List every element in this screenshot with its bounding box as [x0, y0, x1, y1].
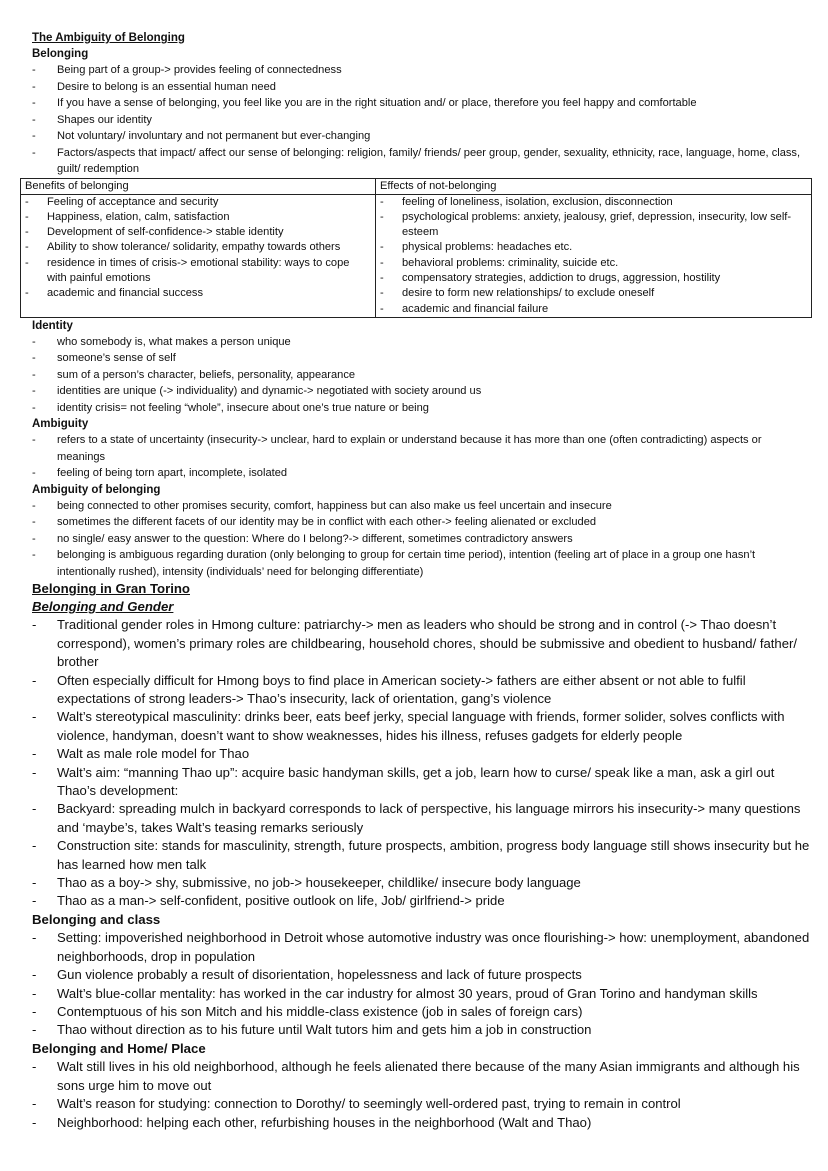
list-item: - Ability to show tolerance/ solidarity, empathy towards others: [25, 240, 371, 255]
benefits-cell: [21, 194, 376, 317]
list-item: - sometimes the different facets of our identity may be in conflict with each other-> feeling alienated or excluded: [32, 514, 810, 531]
benefits-header: Benefits of belonging: [21, 178, 376, 194]
list-item: - belonging is ambiguous regarding duration (only belonging to group for certain time period), intention (feeling art of place in a group one hasn’t intentionally rushed), intensity (individuals’ need for belonging differentiate): [32, 547, 810, 580]
ambiguity-heading: Ambiguity: [32, 418, 89, 431]
gran-torino-heading: Belonging in Gran Torino: [32, 581, 190, 597]
list-item: - Factors/aspects that impact/ affect our sense of belonging: religion, family/ friends/ peer group, gender, sexuality, ethnicity, race, language, home, class, guilt/ redemption: [32, 145, 810, 178]
document-title: The Ambiguity of Belonging: [32, 32, 185, 44]
list-item: - refers to a state of uncertainty (insecurity-> unclear, hard to explain or understand because it has more than one (often contradicting) aspects or meanings: [32, 432, 810, 465]
list-item: - Traditional gender roles in Hmong culture: patriarchy-> men as leaders who should be strong and in control (-> Thao doesn’t correspond), women’s primary roles are childbearing, household chores, should be submissive and obedient to husband/ father/ brother: [32, 616, 810, 671]
list-item: - residence in times of crisis-> emotional stability: ways to cope with painful emotions: [25, 256, 371, 287]
list-item: - academic and financial success: [25, 286, 371, 301]
list-item: - Thao as a man-> self-confident, positive outlook on life, Job/ girlfriend-> pride: [32, 892, 810, 910]
benefits-effects-table: [20, 178, 812, 318]
list-item: - no single/ easy answer to the question: Where do I belong?-> different, sometimes contradictory answers: [32, 531, 810, 548]
class-list: [32, 929, 810, 1039]
home-heading: Belonging and Home/ Place: [32, 1040, 206, 1056]
effects-header: Effects of not-belonging: [376, 178, 812, 194]
ambiguity-list: [32, 432, 810, 482]
belonging-heading: Belonging: [32, 48, 89, 60]
identity-list: [32, 334, 810, 417]
list-item: - Construction site: stands for masculinity, strength, future prospects, ambition, progress body language still shows insecurity but he has learned how men talk: [32, 837, 810, 874]
list-item: - identities are unique (-> individuality) and dynamic-> negotiated with society around us: [32, 383, 810, 400]
list-item: - Desire to belong is an essential human need: [32, 79, 810, 96]
list-item: - Gun violence probably a result of disorientation, hopelessness and lack of future prospects: [32, 966, 810, 984]
list-item: - Thao without direction as to his future until Walt tutors him and gets him a job in construction: [32, 1021, 810, 1039]
list-item: - Walt still lives in his old neighborhood, although he feels alienated there because of the many Asian immigrants and although his sons urge him to move out: [32, 1058, 810, 1095]
list-item: - compensatory strategies, addiction to drugs, aggression, hostility: [380, 271, 807, 286]
list-item: - Often especially difficult for Hmong boys to find place in American society-> fathers are either absent or not able to fulfil expectations of strong leaders-> Thao’s insecurity, lack of orientation, gang’s violence: [32, 672, 810, 709]
ambiguity-of-belonging-list: [32, 498, 810, 581]
list-item: - Thao as a boy-> shy, submissive, no job-> housekeeper, childlike/ insecure body language: [32, 874, 810, 892]
table-header-row: [21, 178, 812, 194]
home-list: [32, 1058, 810, 1132]
document-page: [25, 30, 810, 1132]
list-item: - Walt’s aim: “manning Thao up”: acquire basic handyman skills, get a job, learn how to curse/ speak like a man, ask a girl out Thao’s development:: [32, 764, 810, 801]
list-item: - academic and financial failure: [380, 302, 807, 317]
gender-heading: Belonging and Gender: [32, 599, 174, 615]
class-heading: Belonging and class: [32, 911, 161, 927]
list-item: - Backyard: spreading mulch in backyard corresponds to lack of perspective, his language mirrors his insecurity-> many questions and ‘maybe’s, takes Walt’s teasing remarks seriously: [32, 800, 810, 837]
list-item: - identity crisis= not feeling “whole”, insecure about one’s true nature or being: [32, 400, 810, 417]
list-item: - Feeling of acceptance and security: [25, 195, 371, 210]
list-item: - psychological problems: anxiety, jealousy, grief, depression, insecurity, low self-esteem: [380, 210, 807, 241]
list-item: - behavioral problems: criminality, suicide etc.: [380, 256, 807, 271]
list-item: - feeling of being torn apart, incomplete, isolated: [32, 465, 810, 482]
list-item: - Shapes our identity: [32, 112, 810, 129]
list-item: - Walt’s reason for studying: connection to Dorothy/ to seemingly well-ordered past, trying to remain in control: [32, 1095, 810, 1113]
list-item: - sum of a person’s character, beliefs, personality, appearance: [32, 367, 810, 384]
list-item: - If you have a sense of belonging, you feel like you are in the right situation and/ or place, therefore you feel happy and comfortable: [32, 95, 810, 112]
list-item: - Contemptuous of his son Mitch and his middle-class existence (job in sales of foreign cars): [32, 1003, 810, 1021]
ambiguity-of-belonging-heading: Ambiguity of belonging: [32, 483, 161, 496]
list-item: - Development of self-confidence-> stable identity: [25, 225, 371, 240]
list-item: - Neighborhood: helping each other, refurbishing houses in the neighborhood (Walt and Thao): [32, 1114, 810, 1132]
identity-heading: Identity: [32, 319, 73, 332]
list-item: - Being part of a group-> provides feeling of connectedness: [32, 62, 810, 79]
table-row: [21, 194, 812, 317]
list-item: - Happiness, elation, calm, satisfaction: [25, 210, 371, 225]
list-item: - Walt as male role model for Thao: [32, 745, 810, 763]
list-item: - feeling of loneliness, isolation, exclusion, disconnection: [380, 195, 807, 210]
list-item: - desire to form new relationships/ to exclude oneself: [380, 286, 807, 301]
list-item: - physical problems: headaches etc.: [380, 240, 807, 255]
list-item: - being connected to other promises security, comfort, happiness but can also make us feel uncertain and insecure: [32, 498, 810, 515]
list-item: - Walt’s stereotypical masculinity: drinks beer, eats beef jerky, special language with friends, former solider, solves conflicts with violence, handyman, doesn’t want to show weaknesses, hides his illness, refuses gadgets for elderly people: [32, 708, 810, 745]
belonging-list: [32, 62, 810, 178]
gender-list: [32, 616, 810, 911]
effects-cell: [376, 194, 812, 317]
list-item: - who somebody is, what makes a person unique: [32, 334, 810, 351]
list-item: - Setting: impoverished neighborhood in Detroit whose automotive industry was once flourishing-> how: unemployment, abandoned neighborhoods, drop in population: [32, 929, 810, 966]
list-item: - Not voluntary/ involuntary and not permanent but ever-changing: [32, 128, 810, 145]
list-item: - Walt’s blue-collar mentality: has worked in the car industry for almost 30 years, proud of Gran Torino and handyman skills: [32, 985, 810, 1003]
list-item: - someone’s sense of self: [32, 350, 810, 367]
